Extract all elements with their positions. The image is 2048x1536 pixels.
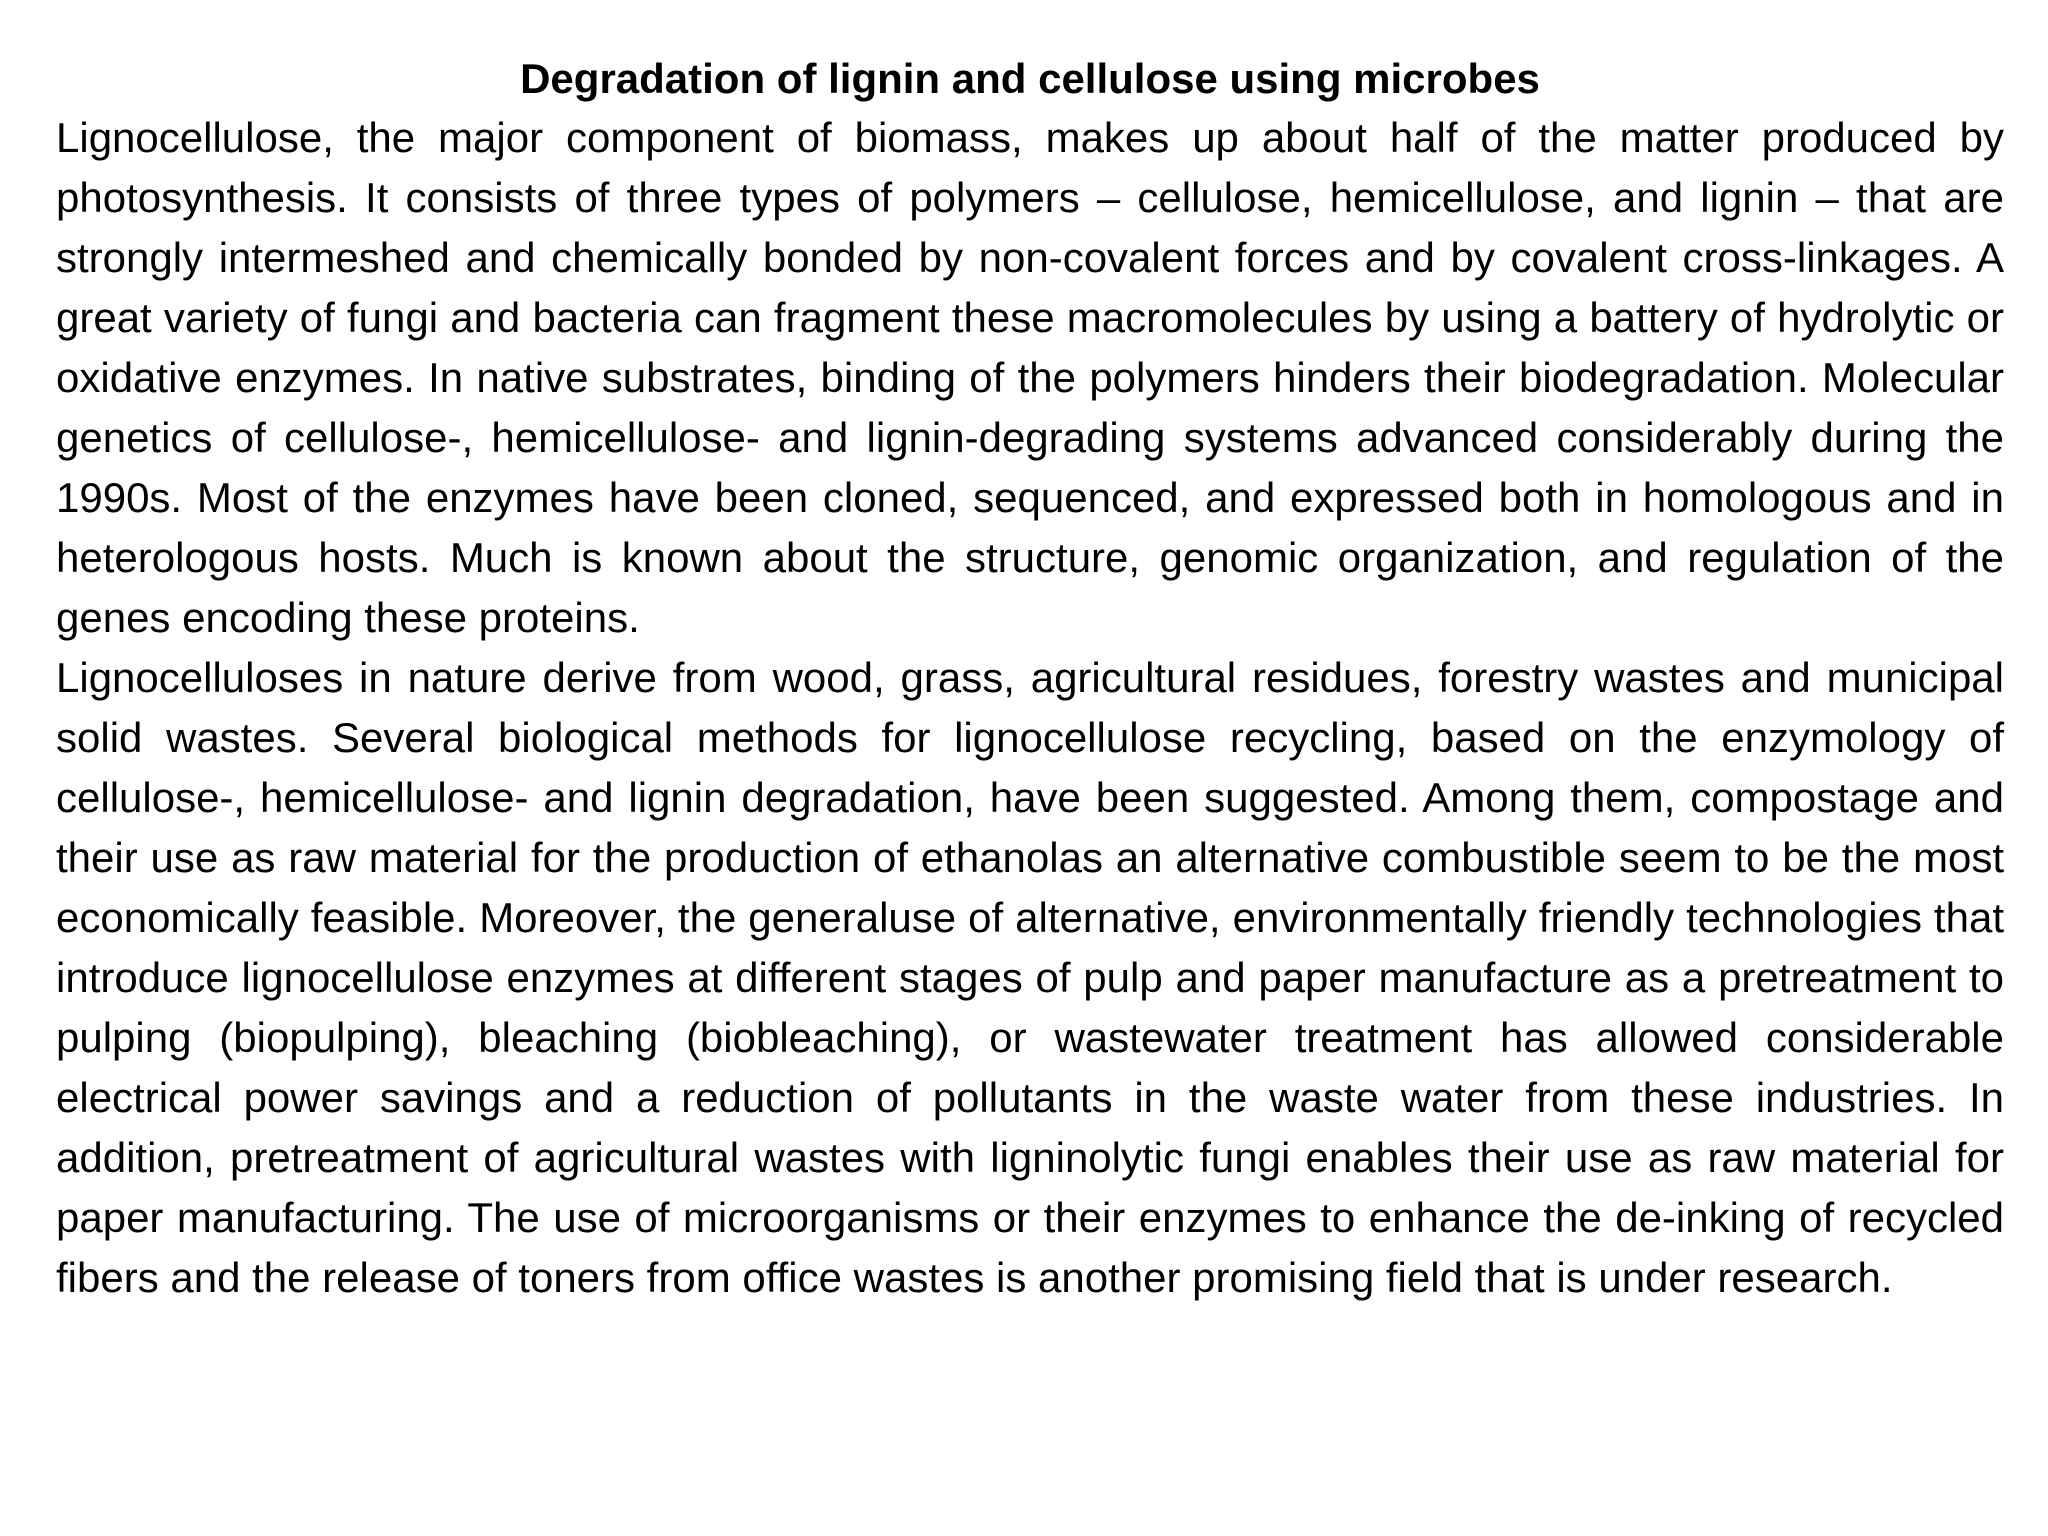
- text-body: [56, 50, 2004, 1308]
- paragraph-lignocellulose-overview: Lignocellulose, the major component of biomass, makes up about half of the matter produced by photosynthesis. It consists of three types of polymers – cellulose, hemicellulose, and lignin – that are strongly intermeshed and chemically bonded by non-covalent forces and by covalent cross-linkages. A great variety of fungi and bacteria can fragment these macromolecules by using a battery of hydrolytic or oxidative enzymes. In native substrates, binding of the polymers hinders their biodegradation. Molecular genetics of cellulose-, hemicellulose- and lignin-degrading systems advanced considerably during the 1990s. Most of the enzymes have been cloned, sequenced, and expressed both in homologous and in heterologous hosts. Much is known about the structure, genomic organization, and regulation of the genes encoding these proteins.: [56, 114, 2004, 641]
- page-title: Degradation of lignin and cellulose using microbes: [520, 55, 1540, 102]
- paragraph-lignocellulose-applications: Lignocelluloses in nature derive from wood, grass, agricultural residues, forestry wastes and municipal solid wastes. Several biological methods for lignocellulose recycling, based on the enzymology of cellulose-, hemicellulose- and lignin degradation, have been suggested. Among them, compostage and their use as raw material for the production of ethanolas an alternative combustible seem to be the most economically feasible. Moreover, the generaluse of alternative, environmentally friendly technologies that introduce lignocellulose enzymes at different stages of pulp and paper manufacture as a pretreatment to pulping (biopulping), bleaching (biobleaching), or wastewater treatment has allowed considerable electrical power savings and a reduction of pollutants in the waste water from these industries. In addition, pretreatment of agricultural wastes with ligninolytic fungi enables their use as raw material for paper manufacturing. The use of microorganisms or their enzymes to enhance the de-inking of recycled fibers and the release of toners from office wastes is another promising field that is under research.: [56, 654, 2004, 1301]
